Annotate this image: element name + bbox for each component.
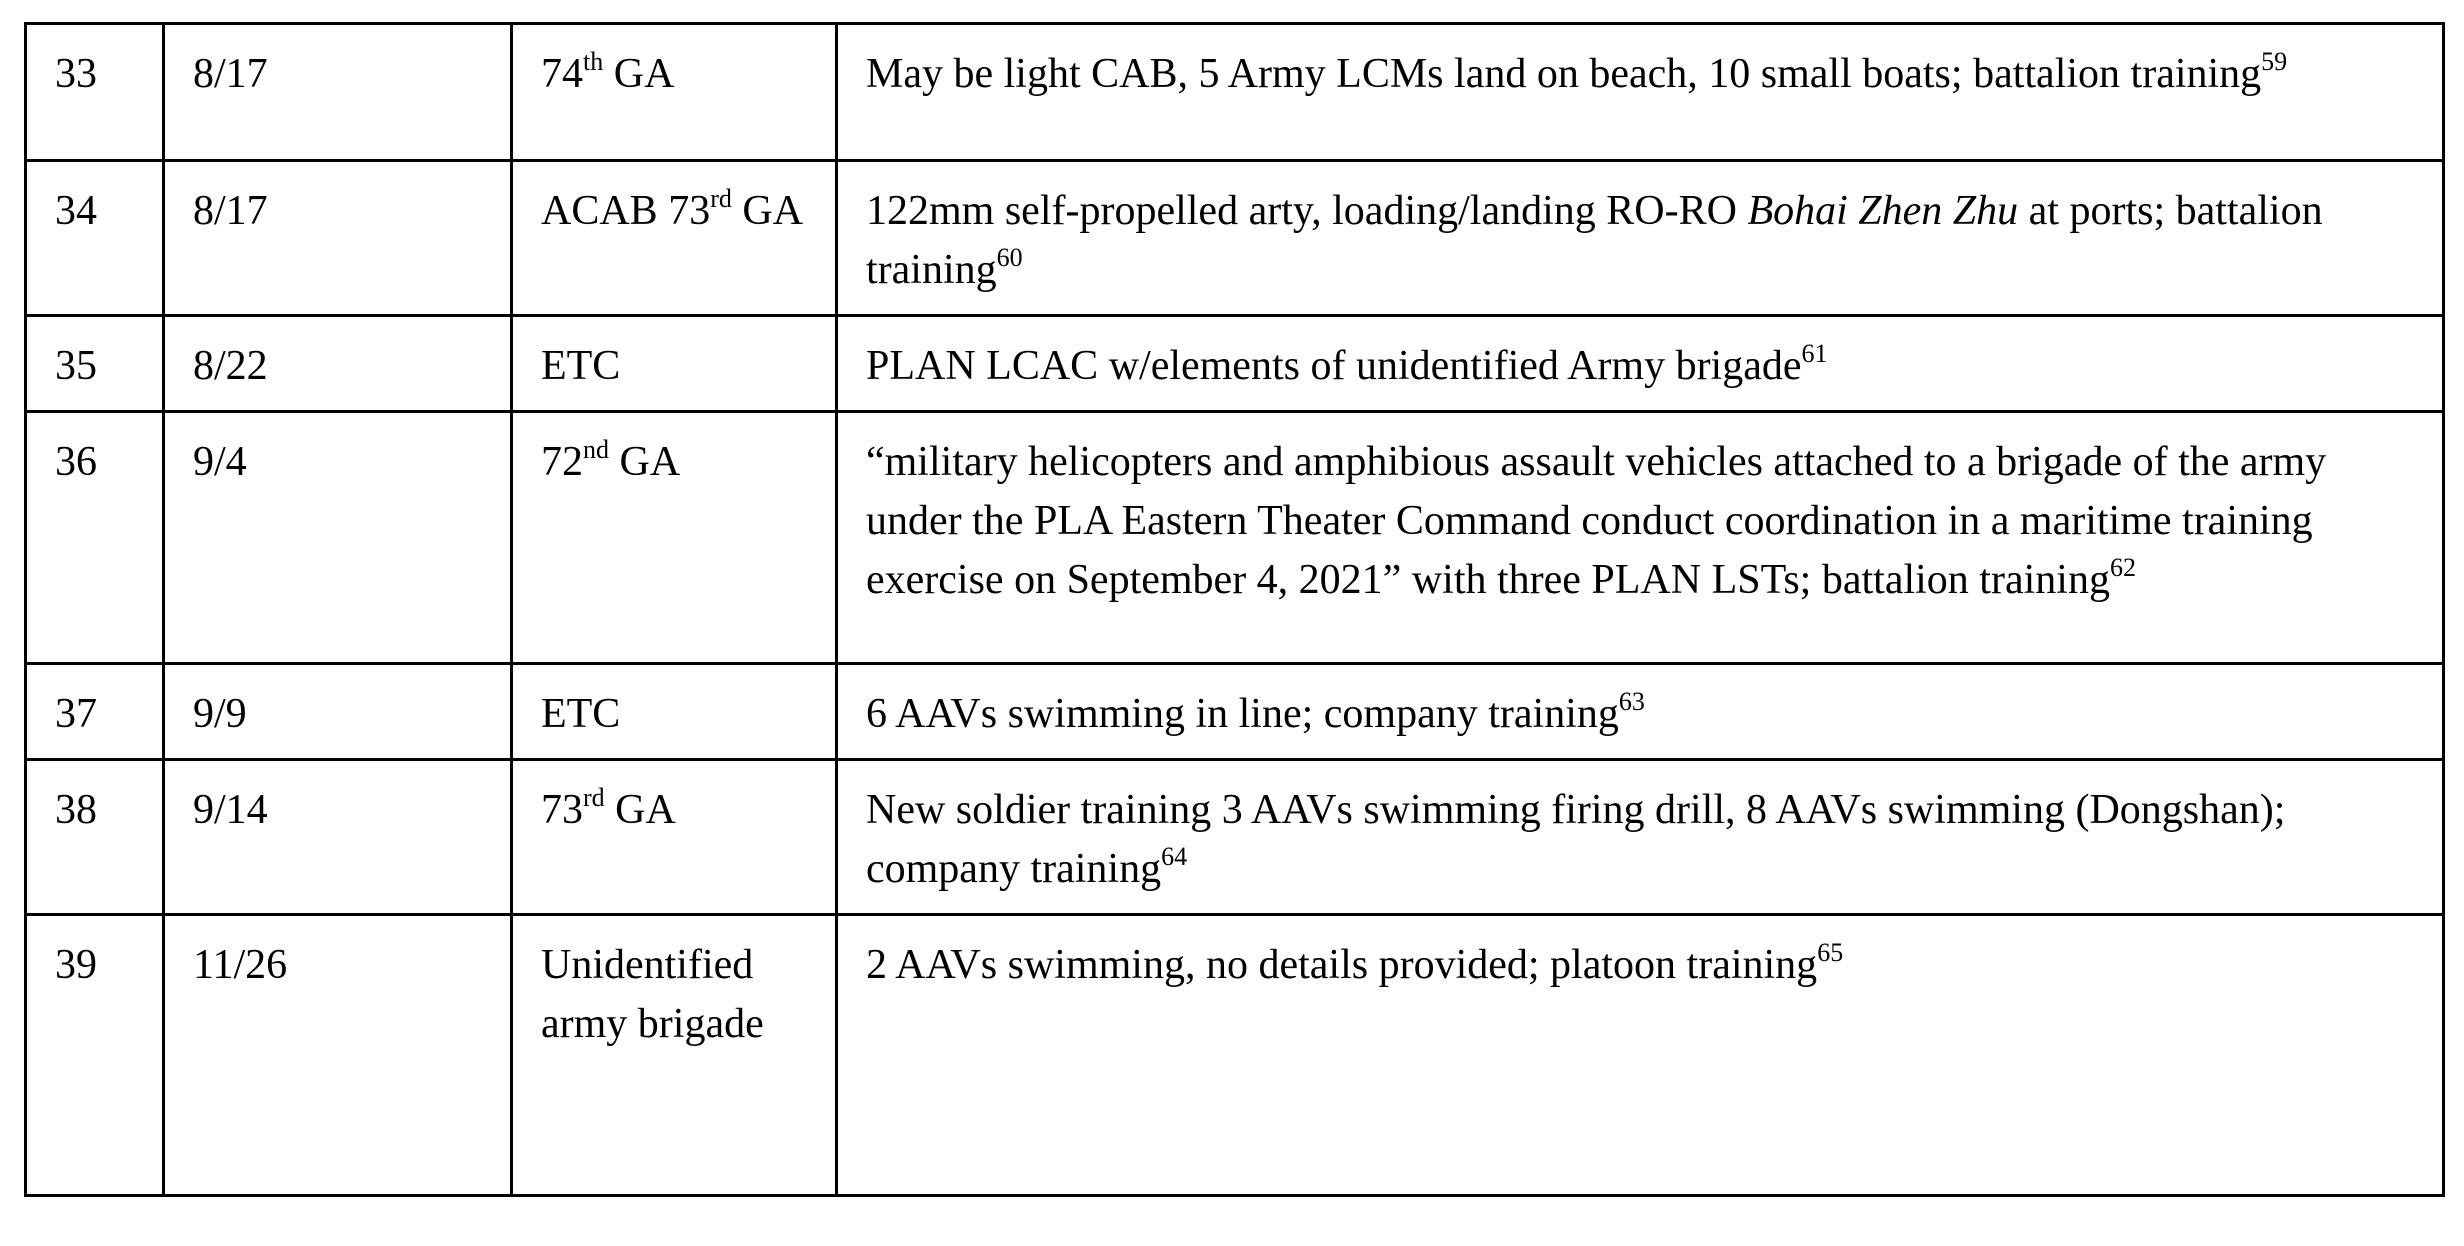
event-number: 38 xyxy=(26,760,164,915)
description-text-rest: at ports; battalion training xyxy=(866,188,2323,293)
footnote-ref: 65 xyxy=(1817,938,1844,967)
description-text: New soldier training 3 AAVs swimming firing drill, 8 AAVs swimming (Dongshan); company training xyxy=(866,787,2286,892)
event-description xyxy=(837,316,2444,412)
event-description xyxy=(837,24,2444,161)
event-number: 39 xyxy=(26,915,164,1196)
unit-name: ACAB 73 xyxy=(541,188,711,234)
event-date: 8/17 xyxy=(164,161,512,316)
unit-name-rest: GA xyxy=(731,188,804,234)
event-description xyxy=(837,412,2444,664)
unit-name: 72 xyxy=(541,439,583,485)
unit-name-rest: GA xyxy=(603,51,675,97)
unit-name-rest: GA xyxy=(609,439,681,485)
event-date: 11/26 xyxy=(164,915,512,1196)
event-date: 9/14 xyxy=(164,760,512,915)
event-description xyxy=(837,760,2444,915)
footnote-ref: 59 xyxy=(2261,47,2288,76)
unit-name: 73 xyxy=(541,787,583,833)
unit-name: Unidentified army brigade xyxy=(541,942,764,1047)
unit-name: ETC xyxy=(541,343,621,389)
event-number: 35 xyxy=(26,316,164,412)
event-unit xyxy=(512,915,837,1196)
event-unit xyxy=(512,760,837,915)
footnote-ref: 64 xyxy=(1161,842,1188,871)
description-text: 122mm self-propelled arty, loading/landing RO-RO xyxy=(866,188,1748,234)
event-number: 34 xyxy=(26,161,164,316)
event-number: 33 xyxy=(26,24,164,161)
unit-name: 74 xyxy=(541,51,583,97)
footnote-ref: 61 xyxy=(1801,339,1828,368)
event-description xyxy=(837,161,2444,316)
description-text: 2 AAVs swimming, no details provided; platoon training xyxy=(866,942,1818,988)
footnote-ref: 62 xyxy=(2109,553,2136,582)
description-text: “military helicopters and amphibious assault vehicles attached to a brigade of the army under the PLA Eastern Theater Command conduct coordination in a maritime training exercise on September 4, 2021” with three PLAN LSTs; battalion training xyxy=(866,439,2327,603)
event-date: 8/17 xyxy=(164,24,512,161)
table-row xyxy=(26,161,2444,316)
event-unit xyxy=(512,412,837,664)
training-events-table xyxy=(24,22,2445,1197)
table-row xyxy=(26,915,2444,1196)
footnote-ref: 60 xyxy=(996,243,1023,272)
unit-ordinal-suffix: nd xyxy=(583,435,609,464)
event-description xyxy=(837,915,2444,1196)
event-number: 36 xyxy=(26,412,164,664)
event-date: 8/22 xyxy=(164,316,512,412)
unit-ordinal-suffix: rd xyxy=(710,184,732,213)
table-row xyxy=(26,664,2444,760)
table-row xyxy=(26,412,2444,664)
description-text: PLAN LCAC w/elements of unidentified Army brigade xyxy=(866,343,1802,389)
unit-ordinal-suffix: th xyxy=(583,47,604,76)
event-unit xyxy=(512,664,837,760)
description-text: May be light CAB, 5 Army LCMs land on beach, 10 small boats; battalion training xyxy=(866,51,2262,97)
footnote-ref: 63 xyxy=(1618,687,1645,716)
event-date: 9/4 xyxy=(164,412,512,664)
table-row xyxy=(26,760,2444,915)
unit-ordinal-suffix: rd xyxy=(583,783,605,812)
unit-name: ETC xyxy=(541,691,621,737)
event-unit xyxy=(512,161,837,316)
description-italic: Bohai Zhen Zhu xyxy=(1747,188,2019,234)
event-unit xyxy=(512,24,837,161)
event-number: 37 xyxy=(26,664,164,760)
event-unit xyxy=(512,316,837,412)
table-body xyxy=(26,24,2444,1196)
table-row xyxy=(26,316,2444,412)
event-date: 9/9 xyxy=(164,664,512,760)
description-text: 6 AAVs swimming in line; company training xyxy=(866,691,1619,737)
table-row xyxy=(26,24,2444,161)
event-description xyxy=(837,664,2444,760)
unit-name-rest: GA xyxy=(604,787,676,833)
